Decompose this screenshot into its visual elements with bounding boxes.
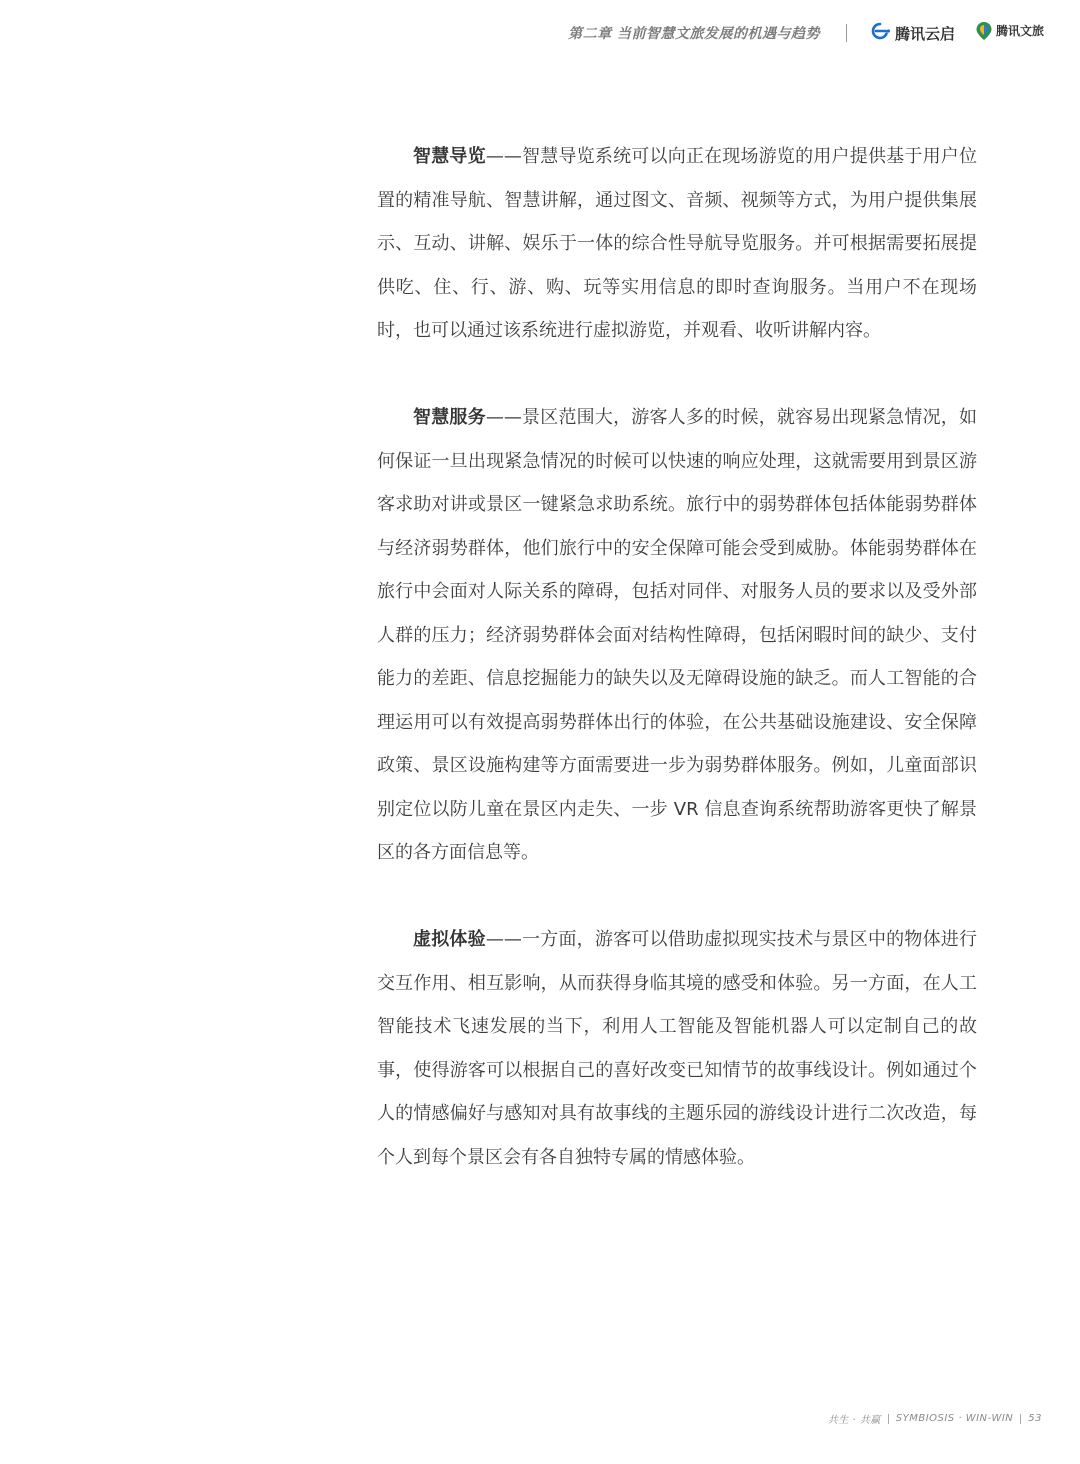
- tencent-cloud-logo: [869, 22, 955, 44]
- travel-logo-icon: [975, 21, 993, 45]
- page-footer: [828, 1411, 1042, 1426]
- cloud-logo-icon: [869, 22, 891, 44]
- page-header: [568, 18, 1044, 48]
- footer-divider: [888, 1414, 889, 1424]
- paragraph-lead: 虚拟体验: [413, 929, 486, 950]
- paragraph-virtual-experience: [377, 918, 977, 1179]
- paragraph-body: ——一方面，游客可以借助虚拟现实技术与景区中的物体进行交互作用、相互影响，从而获得身临其境的感受和体验。另一方面，在人工智能技术飞速发展的当下，利用人工智能及智能机器人可以定制自己的故事，使得游客可以根据自己的喜好改变已知情节的故事线设计。例如通过个人的情感偏好与感知对具有故事线的主题乐园的游线设计进行二次改造，每个人到每个景区会有各自独特专属的情感体验。: [377, 929, 977, 1168]
- paragraph-lead: 智慧导览: [413, 146, 486, 167]
- paragraph-body: ——智慧导览系统可以向正在现场游览的用户提供基于用户位置的精准导航、智慧讲解，通过图文、音频、视频等方式，为用户提供集展示、互动、讲解、娱乐于一体的综合性导航导览服务。并可根据需要拓展提供吃、住、行、游、购、玩等实用信息的即时查询服务。当用户不在现场时，也可以通过该系统进行虚拟游览，并观看、收听讲解内容。: [377, 146, 977, 341]
- footer-slogan: 共生 · 共赢: [827, 1415, 881, 1426]
- travel-logo-text-group: [996, 25, 1044, 42]
- main-content: [377, 135, 977, 1223]
- paragraph-smart-service: [377, 396, 977, 875]
- paragraph-lead: 智慧服务: [413, 407, 486, 428]
- header-divider: [846, 24, 847, 42]
- tencent-travel-logo: [975, 21, 1044, 45]
- travel-logo-subtext: [996, 38, 1044, 42]
- page-number: 53: [1028, 1413, 1042, 1424]
- travel-logo-text: 腾讯文旅: [995, 23, 1044, 38]
- footer-divider: [1020, 1414, 1021, 1424]
- paragraph-smart-guide: [377, 135, 977, 353]
- paragraph-body: ——景区范围大，游客人多的时候，就容易出现紧急情况，如何保证一旦出现紧急情况的时候可以快速的响应处理，这就需要用到景区游客求助对讲或景区一键紧急求助系统。旅行中的弱势群体包括体能弱势群体与经济弱势群体，他们旅行中的安全保障可能会受到威胁。体能弱势群体在旅行中会面对人际关系的障碍，包括对同伴、对服务人员的要求以及受外部人群的压力；经济弱势群体会面对结构性障碍，包括闲暇时间的缺少、支付能力的差距、信息挖掘能力的缺失以及无障碍设施的缺乏。而人工智能的合理运用可以有效提高弱势群体出行的体验，在公共基础设施建设、安全保障政策、景区设施构建等方面需要进一步为弱势群体服务。例如，儿童面部识别定位以防儿童在景区内走失、一步 VR 信息查询系统帮助游客更快了解景区的各方面信息等。: [377, 407, 977, 863]
- cloud-logo-text: 腾讯云启: [894, 24, 955, 43]
- chapter-title: 第二章 当前智慧文旅发展的机遇与趋势: [568, 26, 820, 42]
- footer-english: SYMBIOSIS · WIN-WIN: [895, 1413, 1014, 1424]
